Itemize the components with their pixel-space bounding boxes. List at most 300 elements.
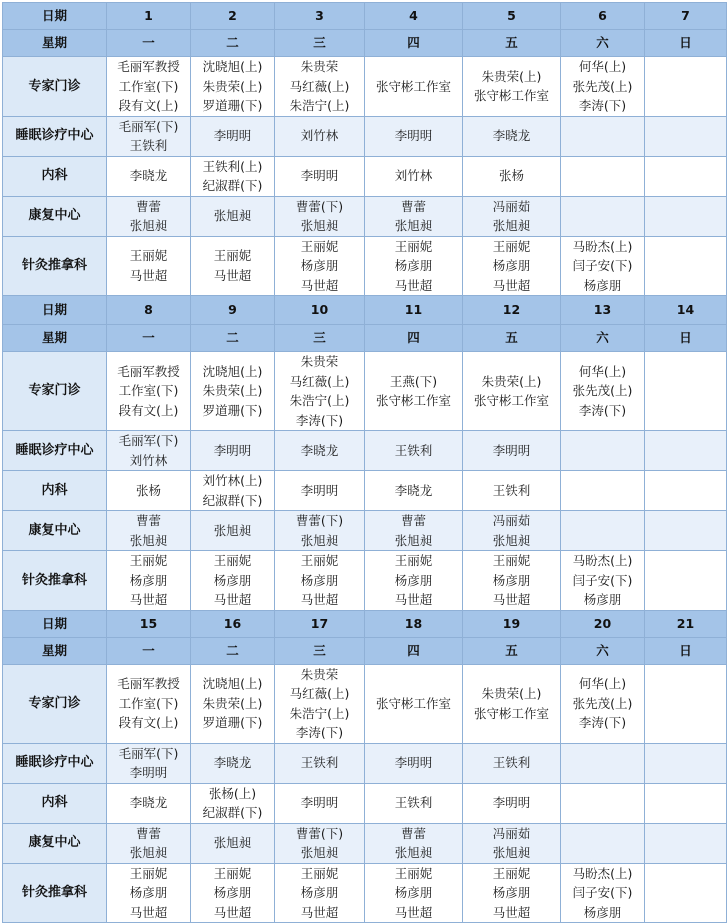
- staff-name: 张旭昶: [213, 208, 252, 224]
- staff-name: 李涛(下): [295, 412, 344, 428]
- staff-name: 何华(上): [578, 676, 627, 692]
- staff-name: 曹蕾(下): [295, 825, 344, 841]
- staff-name: 马世超: [492, 592, 531, 607]
- staff-name: 毛丽军教授: [117, 363, 180, 379]
- dept-row-expert-clinic: [3, 664, 727, 743]
- weekday-cell: 五: [463, 30, 561, 57]
- staff-name: 杨彦朋: [394, 258, 433, 273]
- staff-cell: [645, 352, 727, 431]
- staff-cell: [107, 863, 191, 923]
- weekday-cell: 日: [645, 637, 727, 664]
- staff-cell: [561, 743, 645, 783]
- staff-cell: [107, 156, 191, 196]
- date-row: [3, 3, 727, 30]
- staff-cell: [463, 431, 561, 471]
- staff-name: 李明明: [300, 795, 339, 811]
- staff-name: 张旭昶: [213, 522, 252, 538]
- dept-row-sleep-center: [3, 116, 727, 156]
- staff-name: 王丽妮: [300, 553, 339, 568]
- staff-name: 王丽妮: [394, 553, 433, 568]
- staff-name: 朱贵荣(上): [202, 78, 263, 94]
- staff-cell: [645, 156, 727, 196]
- staff-cell: [561, 511, 645, 551]
- staff-cell: [561, 57, 645, 117]
- dept-row-acupuncture: [3, 863, 727, 923]
- staff-cell: [645, 57, 727, 117]
- staff-cell: [275, 57, 365, 117]
- weekday-cell: 二: [191, 325, 275, 352]
- department-label: 专家门诊: [3, 352, 107, 431]
- date-cell: 9: [191, 296, 275, 325]
- date-cell: 20: [561, 610, 645, 637]
- staff-name: 闫子安(下): [572, 572, 633, 588]
- staff-cell: [191, 431, 275, 471]
- staff-cell: [561, 116, 645, 156]
- staff-cell: [107, 551, 191, 611]
- staff-cell: [191, 863, 275, 923]
- dept-row-sleep-center: [3, 431, 727, 471]
- staff-name: 王丽妮: [129, 865, 168, 881]
- staff-cell: [365, 352, 463, 431]
- staff-name: 朱浩宁(上): [289, 705, 350, 721]
- staff-cell: [463, 743, 561, 783]
- staff-name: 王铁利: [129, 138, 168, 153]
- staff-cell: [107, 511, 191, 551]
- staff-name: 李晓龙: [129, 168, 168, 184]
- staff-name: 王燕(下): [389, 373, 438, 389]
- staff-name: 王丽妮: [492, 553, 531, 568]
- staff-name: 王丽妮: [394, 865, 433, 881]
- staff-name: 李涛(下): [295, 725, 344, 740]
- staff-name: 张先茂(上): [572, 695, 633, 711]
- staff-name: 杨彦朋: [300, 258, 339, 273]
- staff-name: 杨彦朋: [492, 885, 531, 900]
- weekday-cell: 二: [191, 30, 275, 57]
- staff-cell: [561, 352, 645, 431]
- staff-name: 工作室(下): [118, 383, 179, 399]
- staff-name: 杨彦朋: [300, 885, 339, 900]
- staff-cell: [645, 116, 727, 156]
- staff-name: 杨彦朋: [213, 572, 252, 588]
- weekday-cell: 五: [463, 325, 561, 352]
- staff-name: 王丽妮: [213, 248, 252, 264]
- department-label: 内科: [3, 471, 107, 511]
- staff-name: 毛丽军教授: [117, 676, 180, 692]
- staff-name: 马世超: [394, 592, 433, 607]
- staff-cell: [107, 196, 191, 236]
- weekday-cell: 六: [561, 30, 645, 57]
- staff-name: 李明明: [394, 128, 433, 144]
- staff-name: 闫子安(下): [572, 258, 633, 273]
- staff-cell: [107, 471, 191, 511]
- staff-cell: [275, 823, 365, 863]
- staff-cell: [463, 511, 561, 551]
- staff-name: 张守彬工作室: [375, 695, 451, 711]
- weekday-cell: 三: [275, 325, 365, 352]
- staff-name: 李晓龙: [213, 755, 252, 771]
- staff-cell: [191, 156, 275, 196]
- staff-name: 毛丽军教授: [117, 59, 180, 74]
- staff-cell: [107, 783, 191, 823]
- staff-cell: [275, 156, 365, 196]
- staff-name: 马世超: [129, 904, 168, 920]
- staff-name: 杨彦朋: [213, 885, 252, 900]
- staff-cell: [645, 511, 727, 551]
- staff-name: 冯丽茹: [492, 825, 531, 841]
- staff-name: 王铁利: [492, 755, 531, 771]
- staff-name: 王丽妮: [394, 238, 433, 254]
- staff-cell: [561, 236, 645, 296]
- staff-name: 朱贵荣(上): [481, 686, 542, 701]
- staff-name: 罗道珊(下): [202, 402, 263, 418]
- weekday-label: 星期: [3, 325, 107, 352]
- department-label: 睡眠诊疗中心: [3, 743, 107, 783]
- staff-name: 马盼杰(上): [572, 238, 633, 254]
- staff-name: 段有文(上): [118, 715, 179, 731]
- staff-cell: [463, 664, 561, 743]
- date-row: [3, 296, 727, 325]
- weekday-cell: 六: [561, 637, 645, 664]
- staff-name: 杨彦朋: [129, 572, 168, 588]
- staff-name: 刘竹林(上): [202, 473, 263, 488]
- staff-cell: [645, 743, 727, 783]
- duty-schedule-table: [2, 2, 727, 923]
- staff-cell: [275, 236, 365, 296]
- staff-name: 杨彦朋: [394, 885, 433, 900]
- staff-name: 罗道珊(下): [202, 98, 263, 113]
- staff-cell: [191, 783, 275, 823]
- dept-row-acupuncture: [3, 236, 727, 296]
- staff-name: 张旭昶: [394, 532, 433, 548]
- staff-cell: [645, 471, 727, 511]
- staff-name: 刘竹林: [300, 128, 339, 144]
- staff-name: 李晓龙: [394, 482, 433, 498]
- staff-name: 沈晓旭(上): [202, 676, 263, 692]
- staff-cell: [365, 156, 463, 196]
- staff-name: 王铁利: [394, 442, 433, 458]
- staff-name: 朱贵荣: [300, 666, 339, 682]
- date-cell: 2: [191, 3, 275, 30]
- date-cell: 10: [275, 296, 365, 325]
- dept-row-expert-clinic: [3, 352, 727, 431]
- date-cell: 11: [365, 296, 463, 325]
- staff-cell: [561, 196, 645, 236]
- date-cell: 17: [275, 610, 365, 637]
- staff-name: 马盼杰(上): [572, 553, 633, 568]
- staff-cell: [645, 431, 727, 471]
- staff-name: 李涛(下): [578, 715, 627, 731]
- weekday-row: [3, 30, 727, 57]
- staff-name: 朱贵荣(上): [481, 68, 542, 84]
- staff-name: 曹蕾: [135, 825, 161, 841]
- staff-cell: [561, 823, 645, 863]
- dept-row-internal-medicine: [3, 783, 727, 823]
- staff-name: 毛丽军(下): [118, 745, 179, 761]
- staff-name: 马世超: [213, 904, 252, 920]
- staff-name: 毛丽军(下): [118, 433, 179, 448]
- date-cell: 19: [463, 610, 561, 637]
- staff-name: 朱浩宁(上): [289, 393, 350, 408]
- staff-cell: [275, 511, 365, 551]
- staff-cell: [645, 783, 727, 823]
- staff-cell: [107, 431, 191, 471]
- department-label: 针灸推拿科: [3, 236, 107, 296]
- department-label: 睡眠诊疗中心: [3, 116, 107, 156]
- staff-cell: [275, 664, 365, 743]
- date-cell: 5: [463, 3, 561, 30]
- staff-cell: [561, 431, 645, 471]
- weekday-cell: 一: [107, 30, 191, 57]
- dept-row-sleep-center: [3, 743, 727, 783]
- dept-row-rehab-center: [3, 196, 727, 236]
- weekday-label: 星期: [3, 30, 107, 57]
- staff-cell: [365, 823, 463, 863]
- staff-cell: [561, 664, 645, 743]
- staff-name: 冯丽茹: [492, 198, 531, 214]
- department-label: 针灸推拿科: [3, 551, 107, 611]
- staff-name: 张旭昶: [394, 845, 433, 860]
- staff-cell: [365, 511, 463, 551]
- staff-name: 纪淑群(下): [202, 805, 263, 820]
- department-label: 康复中心: [3, 196, 107, 236]
- staff-cell: [107, 743, 191, 783]
- staff-cell: [275, 116, 365, 156]
- staff-name: 杨彦朋: [583, 904, 622, 920]
- staff-cell: [191, 823, 275, 863]
- staff-cell: [191, 196, 275, 236]
- staff-name: 王铁利(上): [202, 158, 263, 174]
- staff-cell: [463, 551, 561, 611]
- staff-cell: [107, 664, 191, 743]
- date-cell: 14: [645, 296, 727, 325]
- dept-row-rehab-center: [3, 823, 727, 863]
- staff-name: 王丽妮: [213, 553, 252, 568]
- staff-name: 纪淑群(下): [202, 492, 263, 508]
- weekday-label: 星期: [3, 637, 107, 664]
- staff-cell: [645, 823, 727, 863]
- staff-name: 张杨: [135, 482, 161, 498]
- staff-cell: [645, 551, 727, 611]
- staff-cell: [107, 116, 191, 156]
- staff-name: 张守彬工作室: [473, 393, 549, 408]
- staff-name: 杨彦朋: [394, 572, 433, 588]
- weekday-cell: 二: [191, 637, 275, 664]
- weekday-cell: 一: [107, 637, 191, 664]
- staff-name: 李明明: [492, 795, 531, 811]
- staff-name: 王丽妮: [129, 553, 168, 568]
- staff-name: 张旭昶: [213, 835, 252, 851]
- date-cell: 1: [107, 3, 191, 30]
- staff-name: 何华(上): [578, 363, 627, 379]
- staff-cell: [463, 196, 561, 236]
- staff-name: 张杨(上): [208, 785, 257, 801]
- staff-name: 曹蕾: [400, 513, 426, 528]
- staff-name: 朱贵荣(上): [202, 695, 263, 711]
- staff-cell: [561, 471, 645, 511]
- date-label: 日期: [3, 610, 107, 637]
- staff-name: 李涛(下): [578, 98, 627, 113]
- department-label: 康复中心: [3, 511, 107, 551]
- staff-name: 马世超: [213, 267, 252, 283]
- date-cell: 3: [275, 3, 365, 30]
- staff-cell: [561, 551, 645, 611]
- staff-name: 马世超: [300, 277, 339, 293]
- staff-cell: [191, 352, 275, 431]
- staff-cell: [191, 116, 275, 156]
- staff-name: 沈晓旭(上): [202, 363, 263, 379]
- staff-cell: [463, 471, 561, 511]
- staff-name: 杨彦朋: [492, 572, 531, 588]
- staff-cell: [463, 236, 561, 296]
- date-cell: 18: [365, 610, 463, 637]
- staff-name: 张先茂(上): [572, 383, 633, 399]
- weekday-cell: 日: [645, 325, 727, 352]
- staff-cell: [645, 236, 727, 296]
- staff-name: 李明明: [300, 482, 339, 498]
- staff-name: 曹蕾(下): [295, 513, 344, 528]
- staff-cell: [365, 236, 463, 296]
- date-cell: 15: [107, 610, 191, 637]
- weekday-cell: 四: [365, 30, 463, 57]
- staff-name: 朱贵荣: [300, 59, 339, 74]
- staff-cell: [191, 664, 275, 743]
- staff-name: 李晓龙: [492, 128, 531, 144]
- staff-name: 张旭昶: [492, 845, 531, 860]
- staff-name: 纪淑群(下): [202, 178, 263, 193]
- staff-name: 朱贵荣: [300, 354, 339, 369]
- staff-name: 闫子安(下): [572, 885, 633, 900]
- staff-name: 张旭昶: [492, 532, 531, 548]
- staff-cell: [107, 352, 191, 431]
- staff-cell: [561, 156, 645, 196]
- staff-name: 马世超: [213, 592, 252, 607]
- staff-cell: [463, 156, 561, 196]
- staff-cell: [463, 863, 561, 923]
- staff-name: 杨彦朋: [300, 572, 339, 588]
- date-row: [3, 610, 727, 637]
- staff-name: 刘竹林: [394, 168, 433, 184]
- staff-cell: [561, 783, 645, 823]
- staff-name: 冯丽茹: [492, 513, 531, 528]
- dept-row-rehab-center: [3, 511, 727, 551]
- staff-name: 张旭昶: [300, 218, 339, 233]
- staff-name: 杨彦朋: [492, 258, 531, 273]
- date-label: 日期: [3, 3, 107, 30]
- staff-cell: [275, 471, 365, 511]
- department-label: 睡眠诊疗中心: [3, 431, 107, 471]
- staff-name: 马盼杰(上): [572, 865, 633, 881]
- staff-name: 李晓龙: [129, 795, 168, 811]
- staff-cell: [275, 551, 365, 611]
- staff-cell: [275, 196, 365, 236]
- staff-name: 张旭昶: [129, 218, 168, 233]
- staff-cell: [463, 783, 561, 823]
- staff-name: 张守彬工作室: [375, 78, 451, 94]
- staff-name: 马世超: [129, 267, 168, 283]
- staff-cell: [365, 783, 463, 823]
- staff-name: 李明明: [492, 442, 531, 458]
- staff-cell: [275, 431, 365, 471]
- staff-cell: [365, 551, 463, 611]
- staff-name: 马世超: [492, 904, 531, 920]
- weekday-cell: 一: [107, 325, 191, 352]
- staff-name: 杨彦朋: [583, 277, 622, 293]
- staff-cell: [365, 431, 463, 471]
- staff-cell: [275, 743, 365, 783]
- staff-name: 王丽妮: [492, 865, 531, 881]
- staff-name: 张旭昶: [492, 218, 531, 233]
- staff-cell: [365, 863, 463, 923]
- staff-name: 曹蕾: [400, 825, 426, 841]
- staff-name: 王丽妮: [300, 865, 339, 881]
- staff-cell: [191, 551, 275, 611]
- date-cell: 12: [463, 296, 561, 325]
- dept-row-expert-clinic: [3, 57, 727, 117]
- staff-name: 张旭昶: [300, 845, 339, 860]
- staff-name: 朱贵荣(上): [202, 383, 263, 399]
- staff-name: 杨彦朋: [129, 885, 168, 900]
- weekday-cell: 三: [275, 30, 365, 57]
- staff-cell: [107, 236, 191, 296]
- staff-name: 刘竹林: [129, 452, 168, 468]
- staff-name: 马红薇(上): [289, 686, 350, 701]
- date-cell: 4: [365, 3, 463, 30]
- staff-name: 王铁利: [492, 482, 531, 498]
- staff-cell: [645, 863, 727, 923]
- staff-cell: [275, 863, 365, 923]
- staff-cell: [365, 743, 463, 783]
- staff-name: 王铁利: [300, 755, 339, 771]
- staff-name: 杨彦朋: [583, 592, 622, 607]
- date-cell: 16: [191, 610, 275, 637]
- staff-cell: [107, 823, 191, 863]
- staff-cell: [561, 863, 645, 923]
- staff-name: 毛丽军(下): [118, 118, 179, 134]
- staff-cell: [463, 116, 561, 156]
- weekday-cell: 四: [365, 637, 463, 664]
- staff-name: 李明明: [129, 765, 168, 780]
- staff-name: 马红薇(上): [289, 373, 350, 389]
- staff-cell: [463, 823, 561, 863]
- date-cell: 6: [561, 3, 645, 30]
- staff-name: 马世超: [394, 277, 433, 293]
- staff-cell: [275, 352, 365, 431]
- staff-name: 张旭昶: [129, 845, 168, 860]
- staff-name: 曹蕾: [135, 198, 161, 214]
- staff-cell: [463, 57, 561, 117]
- staff-name: 马红薇(上): [289, 78, 350, 94]
- staff-name: 张守彬工作室: [375, 393, 451, 408]
- staff-name: 王丽妮: [213, 865, 252, 881]
- staff-name: 何华(上): [578, 59, 627, 74]
- dept-row-acupuncture: [3, 551, 727, 611]
- staff-name: 朱贵荣(上): [481, 373, 542, 389]
- staff-name: 王铁利: [394, 795, 433, 811]
- staff-name: 马世超: [394, 904, 433, 920]
- staff-cell: [191, 511, 275, 551]
- staff-name: 马世超: [300, 592, 339, 607]
- staff-name: 张守彬工作室: [473, 705, 549, 721]
- staff-cell: [107, 57, 191, 117]
- weekday-cell: 三: [275, 637, 365, 664]
- weekday-row: [3, 325, 727, 352]
- staff-cell: [365, 471, 463, 511]
- staff-name: 李涛(下): [578, 402, 627, 418]
- staff-name: 段有文(上): [118, 98, 179, 113]
- staff-name: 马世超: [129, 592, 168, 607]
- staff-name: 沈晓旭(上): [202, 59, 263, 74]
- dept-row-internal-medicine: [3, 471, 727, 511]
